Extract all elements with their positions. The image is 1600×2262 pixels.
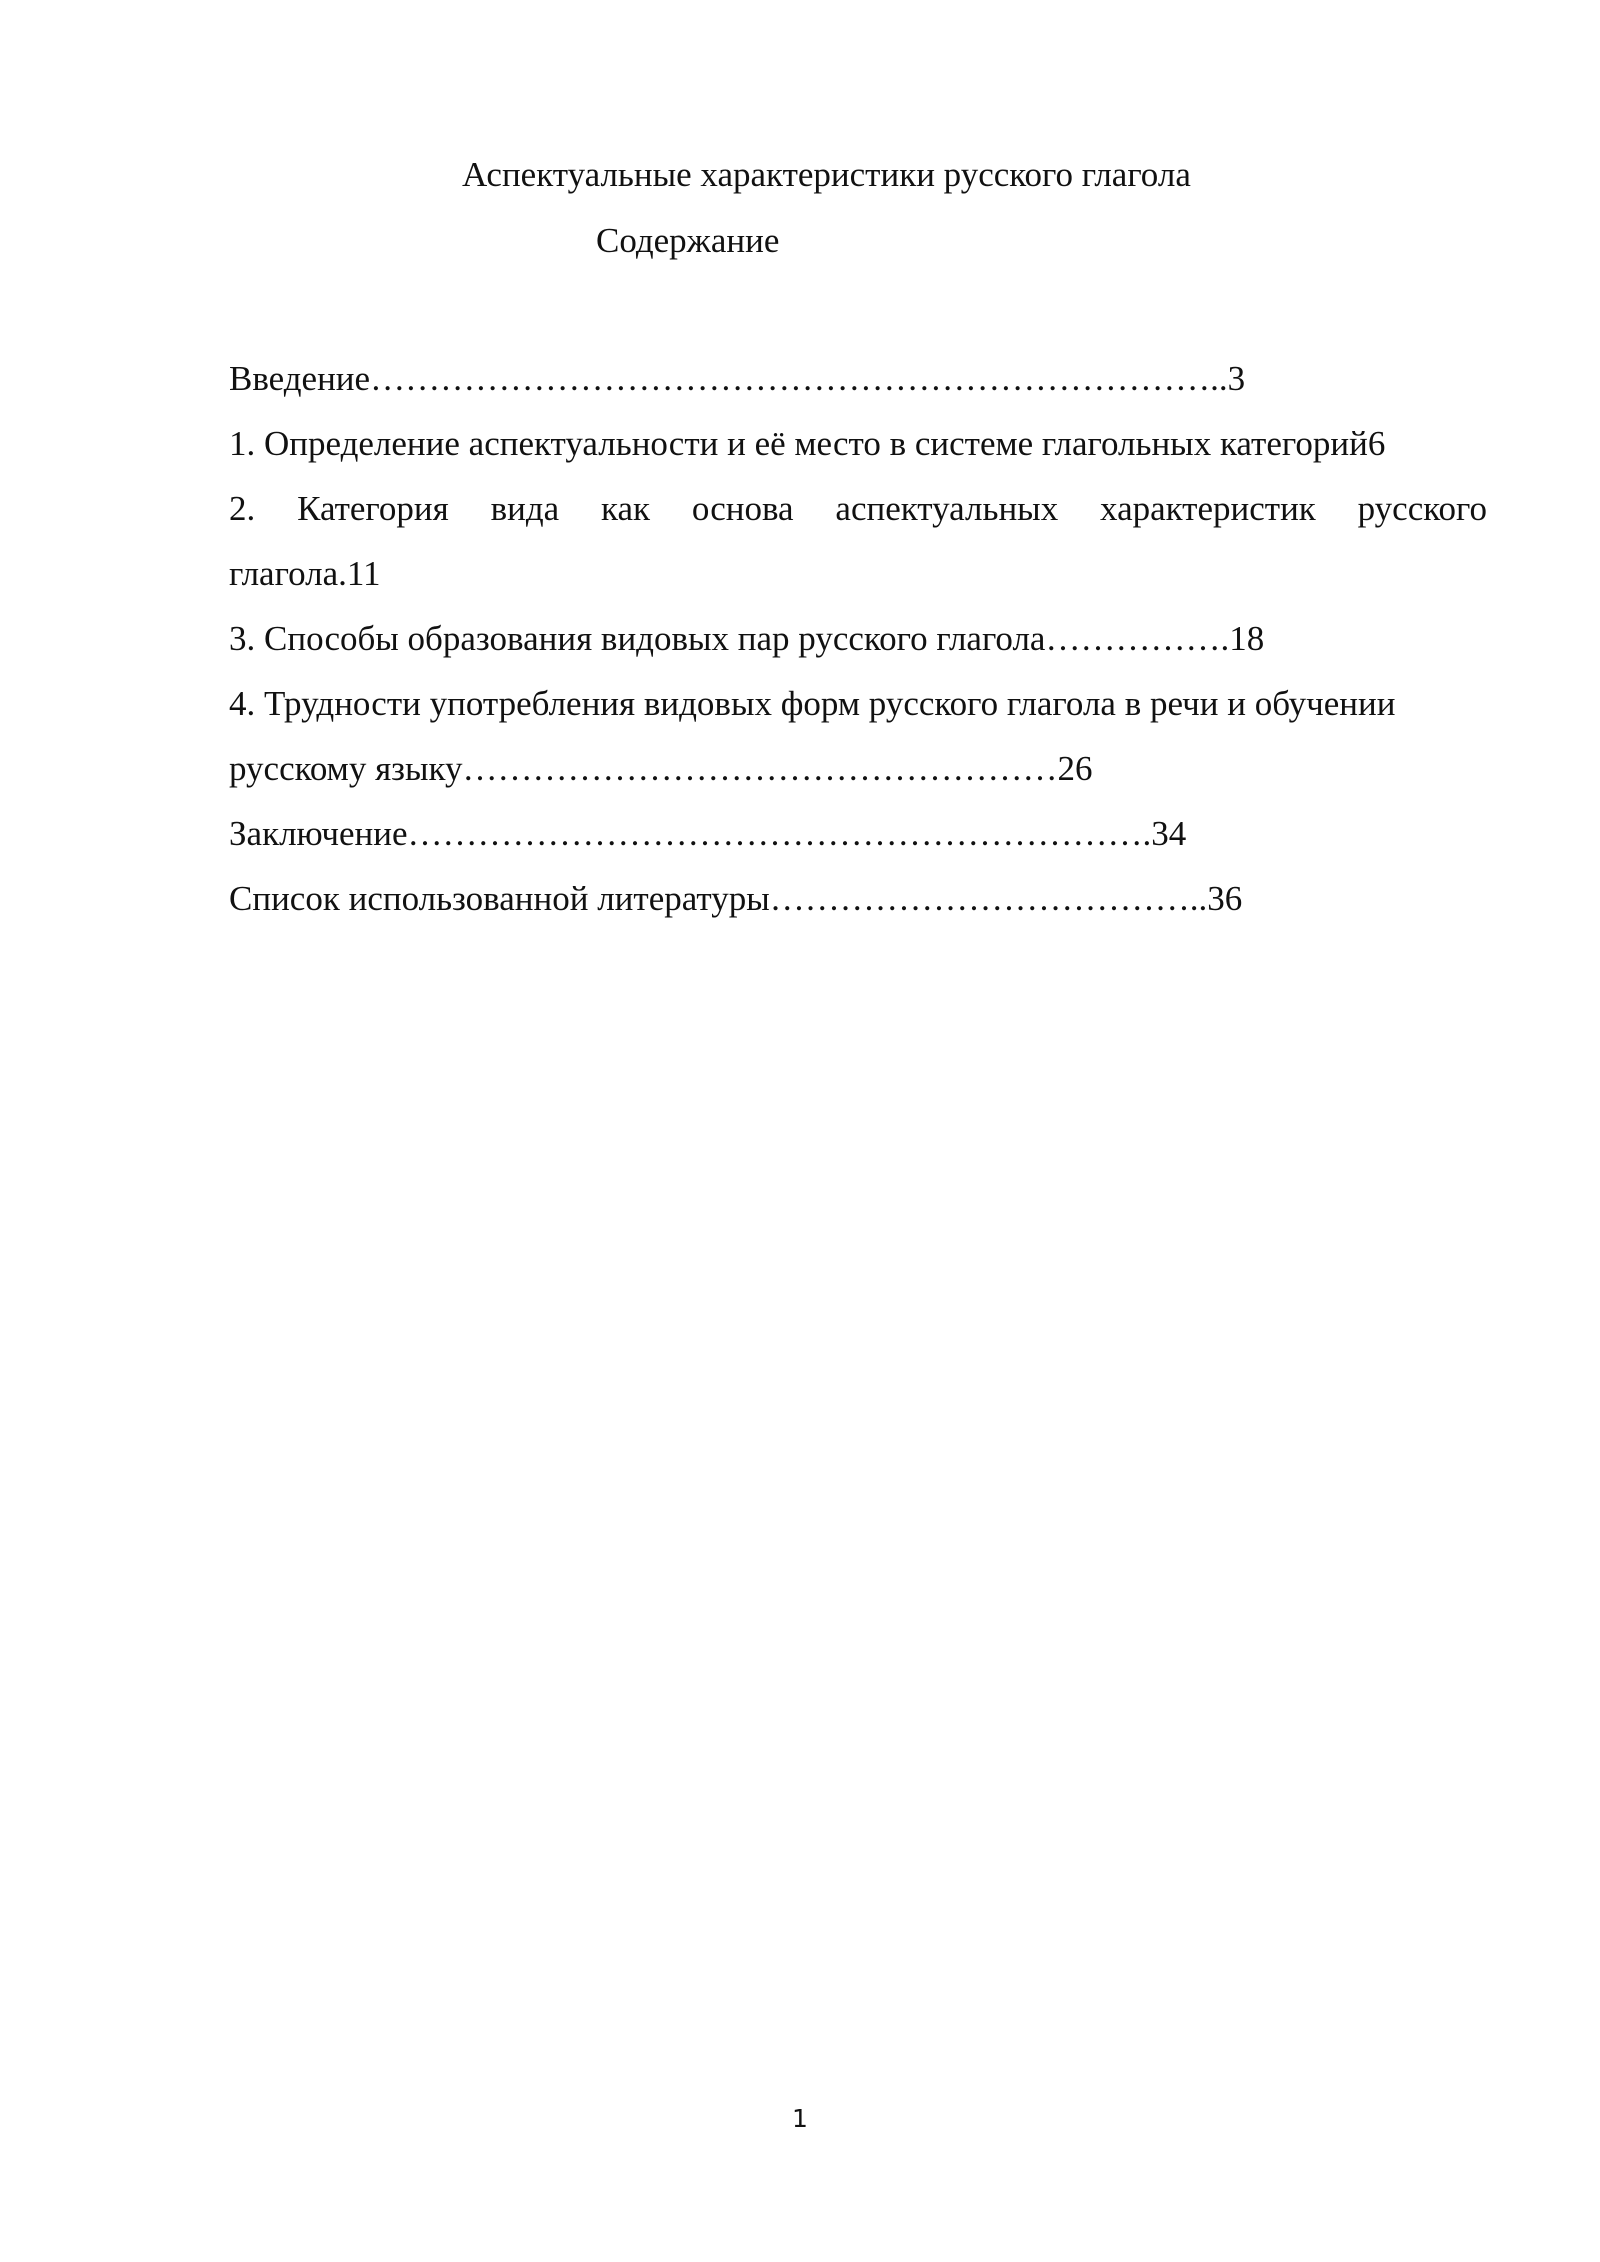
toc-word: вида <box>490 489 560 528</box>
page-number: 1 <box>792 2104 808 2133</box>
toc-word: Категория <box>297 489 449 528</box>
toc-word: русского <box>1357 489 1487 528</box>
table-of-contents <box>229 346 1487 931</box>
toc-word: аспектуальных <box>835 489 1059 528</box>
toc-word: основа <box>691 489 794 528</box>
toc-entry-chapter-4-line-2: русскому языку……………………………………………26 <box>229 749 1093 788</box>
toc-entry-chapter-4-line-1: 4. Трудности употребления видовых форм русского глагола в речи и обучении <box>229 684 1396 723</box>
toc-entry-chapter-2-line-2: глагола.11 <box>229 554 381 593</box>
toc-entry-introduction: Введение………………………………………………………………..3 <box>229 359 1246 398</box>
toc-entry-chapter-3: 3. Способы образования видовых пар русского глагола…………….18 <box>229 619 1265 658</box>
document-title: Аспектуальные характеристики русского глагола <box>462 155 1191 194</box>
toc-entry-conclusion: Заключение……………………………………………………….34 <box>229 814 1187 853</box>
toc-word: 2. <box>229 489 256 528</box>
toc-entry-chapter-1: 1. Определение аспектуальности и её место в системе глагольных категорий6 <box>229 424 1386 463</box>
toc-word: как <box>601 489 651 528</box>
toc-heading: Содержание <box>596 221 780 260</box>
toc-entry-chapter-2-line-1 <box>229 476 1487 541</box>
toc-entry-bibliography: Список использованной литературы………………………………..36 <box>229 879 1243 918</box>
toc-word: характеристик <box>1100 489 1316 528</box>
